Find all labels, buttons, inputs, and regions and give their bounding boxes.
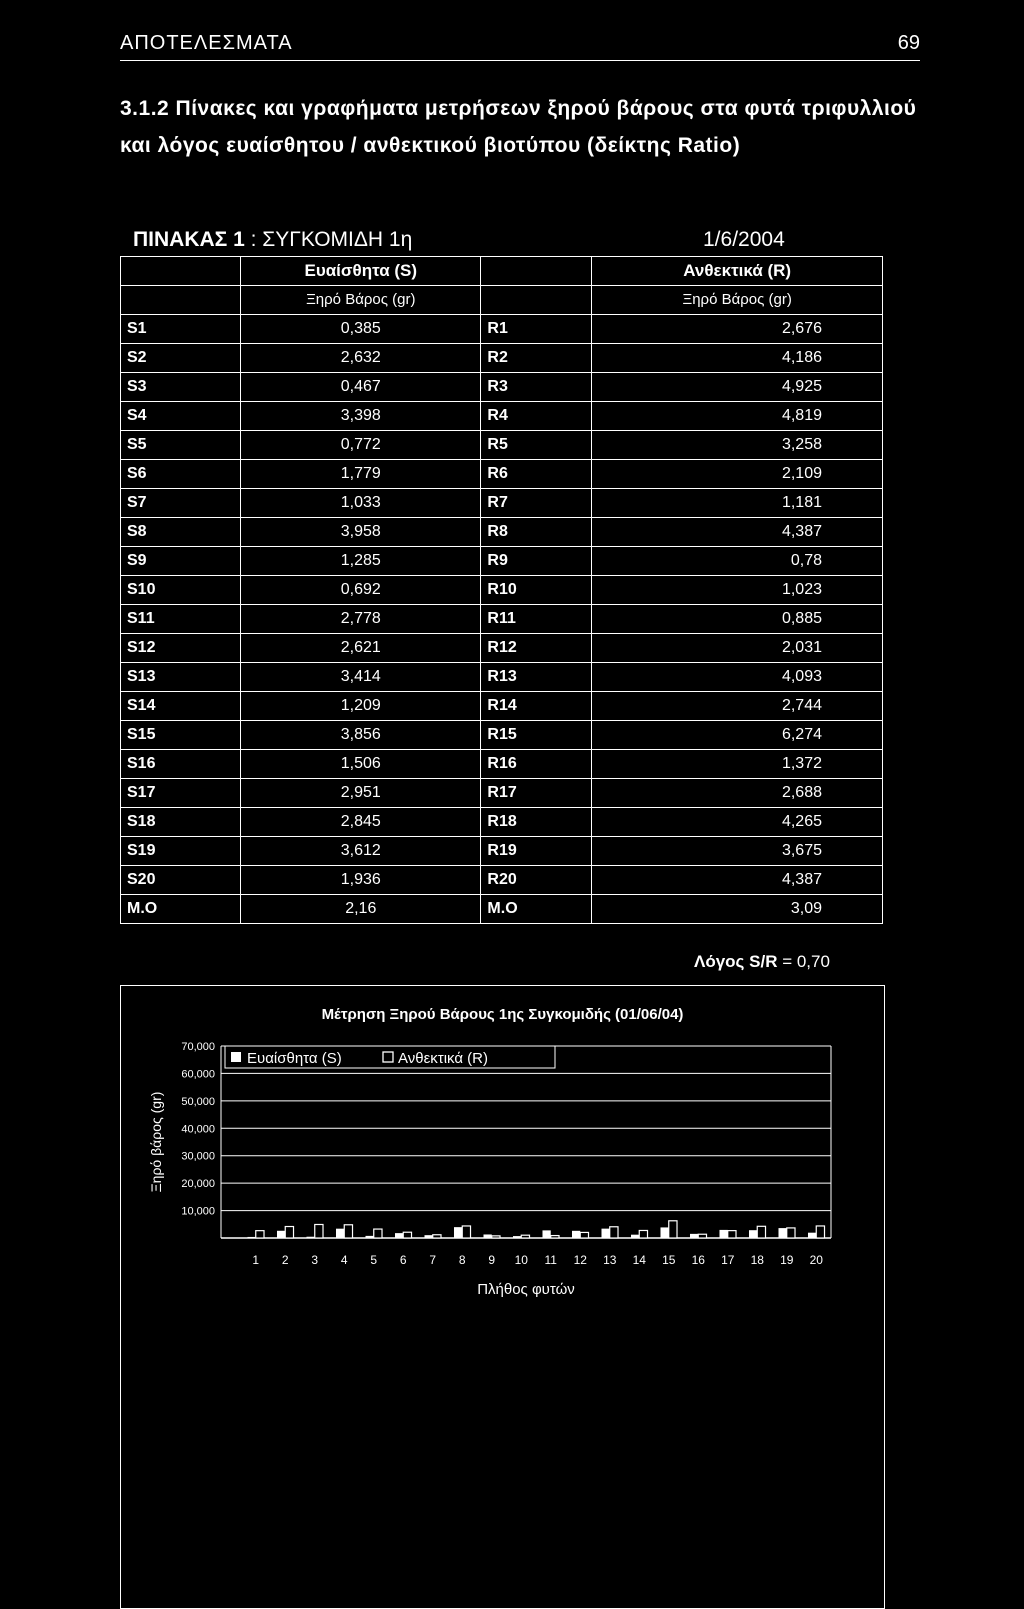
- bar-sensitive: [808, 1233, 816, 1238]
- sensitive-value: 2,621: [241, 634, 481, 663]
- bar-sensitive: [690, 1234, 698, 1238]
- y-tick-label: 50,000: [181, 1095, 215, 1108]
- resistant-value: 3,09: [592, 895, 883, 924]
- bar-resistant: [433, 1235, 441, 1238]
- empty-cell: [121, 257, 241, 286]
- bar-resistant: [403, 1232, 411, 1238]
- sensitive-value: 1,506: [241, 750, 481, 779]
- sensitive-id: S2: [121, 344, 241, 373]
- bar-sensitive: [572, 1231, 580, 1238]
- sensitive-value: 1,033: [241, 489, 481, 518]
- sensitive-id: S13: [121, 663, 241, 692]
- resistant-id: R12: [481, 634, 592, 663]
- sensitive-value: 3,414: [241, 663, 481, 692]
- resistant-value: 3,675: [592, 837, 883, 866]
- bar-resistant: [728, 1231, 736, 1238]
- ratio-line: [694, 952, 830, 972]
- bar-resistant: [374, 1229, 382, 1238]
- subheader-resistant: Ξηρό Βάρος (gr): [592, 286, 883, 315]
- bar-resistant: [462, 1226, 470, 1238]
- sensitive-value: 1,936: [241, 866, 481, 895]
- subheader-sensitive: Ξηρό Βάρος (gr): [241, 286, 481, 315]
- x-tick-label: 11: [544, 1253, 557, 1267]
- table-row: [121, 750, 883, 779]
- resistant-id: R15: [481, 721, 592, 750]
- table-row: [121, 721, 883, 750]
- sensitive-value: 3,612: [241, 837, 481, 866]
- sensitive-id: S18: [121, 808, 241, 837]
- bar-resistant: [492, 1236, 500, 1238]
- ratio-label: Λόγος S/R: [694, 952, 778, 971]
- table-row: [121, 576, 883, 605]
- resistant-id: R20: [481, 866, 592, 895]
- resistant-value: 1,023: [592, 576, 883, 605]
- table-row: [121, 431, 883, 460]
- page-header: [120, 30, 920, 61]
- y-tick-label: 60,000: [181, 1068, 215, 1081]
- table-row: [121, 779, 883, 808]
- sensitive-id: Μ.Ο: [121, 895, 241, 924]
- table-row: [121, 547, 883, 576]
- resistant-value: 4,387: [592, 518, 883, 547]
- sensitive-value: 3,398: [241, 402, 481, 431]
- table-row: [121, 373, 883, 402]
- x-tick-label: 6: [399, 1253, 407, 1267]
- bar-resistant: [315, 1224, 323, 1238]
- resistant-id: R3: [481, 373, 592, 402]
- resistant-value: 4,925: [592, 373, 883, 402]
- table-row: [121, 837, 883, 866]
- table-subheader-row: [121, 286, 883, 315]
- sensitive-id: S6: [121, 460, 241, 489]
- x-tick-label: 20: [809, 1253, 823, 1267]
- table-row: [121, 866, 883, 895]
- section-heading: 3.1.2 Πίνακες και γραφήματα μετρήσεων ξηρού βάρους στα φυτά τριφυλλιού και λόγος ευαίσθητου / ανθεκτικού βιοτύπου (δείκτης Ratio): [120, 97, 917, 157]
- table-date: 1/6/2004: [703, 228, 785, 251]
- x-tick-label: 19: [780, 1253, 794, 1267]
- sensitive-value: 3,856: [241, 721, 481, 750]
- bar-sensitive: [483, 1234, 491, 1238]
- resistant-value: 4,387: [592, 866, 883, 895]
- x-tick-label: 1: [252, 1253, 260, 1267]
- sensitive-value: 0,467: [241, 373, 481, 402]
- table-row: [121, 634, 883, 663]
- bar-resistant: [698, 1234, 706, 1238]
- resistant-value: 0,885: [592, 605, 883, 634]
- bar-resistant: [521, 1235, 529, 1238]
- resistant-id: R5: [481, 431, 592, 460]
- sensitive-id: S4: [121, 402, 241, 431]
- legend-swatch-resistant: [383, 1052, 393, 1062]
- table-row: [121, 460, 883, 489]
- sensitive-value: 2,778: [241, 605, 481, 634]
- sensitive-value: 2,16: [241, 895, 481, 924]
- table-row: [121, 344, 883, 373]
- x-axis-label: Πλήθος φυτών: [477, 1281, 575, 1298]
- x-tick-label: 10: [514, 1253, 528, 1267]
- x-tick-label: 12: [573, 1253, 587, 1267]
- x-tick-label: 18: [750, 1253, 764, 1267]
- resistant-id: R19: [481, 837, 592, 866]
- resistant-id: R7: [481, 489, 592, 518]
- x-tick-label: 9: [488, 1253, 496, 1267]
- sensitive-id: S16: [121, 750, 241, 779]
- sensitive-id: S14: [121, 692, 241, 721]
- table-label: ΠΙΝΑΚΑΣ 1: [133, 228, 245, 251]
- table-subtitle: : ΣΥΓΚΟΜΙΔΗ 1η: [244, 228, 413, 251]
- resistant-id: R13: [481, 663, 592, 692]
- page-number: 69: [897, 32, 920, 54]
- bar-sensitive: [601, 1229, 609, 1238]
- sensitive-value: 0,385: [241, 315, 481, 344]
- sensitive-id: S12: [121, 634, 241, 663]
- resistant-value: 1,181: [592, 489, 883, 518]
- x-tick-label: 15: [662, 1253, 676, 1267]
- y-tick-label: 30,000: [181, 1150, 215, 1163]
- sensitive-id: S3: [121, 373, 241, 402]
- sensitive-value: 2,845: [241, 808, 481, 837]
- sensitive-id: S7: [121, 489, 241, 518]
- legend-label-resistant: Ανθεκτικά (R): [398, 1050, 488, 1067]
- table-row: [121, 315, 883, 344]
- resistant-value: 4,186: [592, 344, 883, 373]
- dry-weight-table: [120, 256, 883, 924]
- resistant-id: R17: [481, 779, 592, 808]
- dry-weight-chart: [121, 986, 884, 1608]
- x-tick-label: 8: [458, 1253, 466, 1267]
- sensitive-value: 2,951: [241, 779, 481, 808]
- resistant-value: 1,372: [592, 750, 883, 779]
- resistant-value: 2,109: [592, 460, 883, 489]
- sensitive-value: 3,958: [241, 518, 481, 547]
- legend-label-sensitive: Ευαίσθητα (S): [247, 1050, 342, 1067]
- y-tick-label: 20,000: [181, 1178, 215, 1191]
- bar-resistant: [580, 1232, 588, 1238]
- ratio-value: = 0,70: [777, 952, 830, 971]
- bar-sensitive: [660, 1227, 668, 1238]
- section-title: ΑΠΟΤΕΛΕΣΜΑΤΑ: [120, 32, 293, 54]
- table-row: [121, 605, 883, 634]
- table-row: [121, 895, 883, 924]
- table-row: [121, 808, 883, 837]
- table-row: [121, 692, 883, 721]
- resistant-id: Μ.Ο: [481, 895, 592, 924]
- resistant-id: R18: [481, 808, 592, 837]
- resistant-id: R11: [481, 605, 592, 634]
- resistant-value: 2,031: [592, 634, 883, 663]
- empty-cell: [121, 286, 241, 315]
- bar-resistant: [669, 1221, 677, 1238]
- y-axis-label: Ξηρό βάρος (gr): [148, 1091, 164, 1193]
- sensitive-value: 1,209: [241, 692, 481, 721]
- y-tick-label: 40,000: [181, 1123, 215, 1136]
- table-body: [121, 315, 883, 924]
- group-sensitive: Ευαίσθητα (S): [241, 257, 481, 286]
- bar-sensitive: [277, 1231, 285, 1238]
- chart-title: Μέτρηση Ξηρού Βάρους 1ης Συγκομιδής (01/06/04): [321, 1006, 684, 1023]
- bar-resistant: [551, 1236, 559, 1238]
- sensitive-id: S15: [121, 721, 241, 750]
- table-group-row: [121, 257, 883, 286]
- y-tick-label: 10,000: [181, 1205, 215, 1218]
- sensitive-id: S8: [121, 518, 241, 547]
- bar-sensitive: [247, 1237, 255, 1238]
- chart-frame: [120, 985, 885, 1609]
- sensitive-value: 1,779: [241, 460, 481, 489]
- table-title: [133, 228, 412, 252]
- resistant-id: R6: [481, 460, 592, 489]
- resistant-value: 2,676: [592, 315, 883, 344]
- bar-resistant: [816, 1226, 824, 1238]
- resistant-value: 4,819: [592, 402, 883, 431]
- bar-sensitive: [631, 1235, 639, 1238]
- sensitive-value: 1,285: [241, 547, 481, 576]
- bar-resistant: [256, 1231, 264, 1238]
- bar-sensitive: [424, 1235, 432, 1238]
- table-row: [121, 518, 883, 547]
- resistant-value: 2,744: [592, 692, 883, 721]
- sensitive-value: 0,772: [241, 431, 481, 460]
- bar-resistant: [639, 1230, 647, 1238]
- bar-sensitive: [749, 1230, 757, 1238]
- bar-sensitive: [336, 1229, 344, 1238]
- resistant-value: 4,265: [592, 808, 883, 837]
- bar-sensitive: [454, 1227, 462, 1238]
- sensitive-id: S17: [121, 779, 241, 808]
- x-tick-label: 16: [691, 1253, 705, 1267]
- resistant-id: R10: [481, 576, 592, 605]
- sensitive-id: S20: [121, 866, 241, 895]
- bar-sensitive: [365, 1236, 373, 1238]
- x-tick-label: 14: [632, 1253, 646, 1267]
- resistant-id: R1: [481, 315, 592, 344]
- x-tick-label: 5: [370, 1253, 378, 1267]
- bar-sensitive: [542, 1230, 550, 1238]
- bar-sensitive: [513, 1236, 521, 1238]
- table-row: [121, 663, 883, 692]
- bar-resistant: [610, 1227, 618, 1238]
- bar-sensitive: [395, 1233, 403, 1238]
- x-tick-label: 3: [311, 1253, 319, 1267]
- sensitive-id: S11: [121, 605, 241, 634]
- bar-resistant: [285, 1227, 293, 1238]
- sensitive-id: S19: [121, 837, 241, 866]
- resistant-value: 4,093: [592, 663, 883, 692]
- resistant-value: 3,258: [592, 431, 883, 460]
- resistant-id: R9: [481, 547, 592, 576]
- sensitive-id: S10: [121, 576, 241, 605]
- x-tick-label: 13: [603, 1253, 617, 1267]
- empty-cell: [481, 286, 592, 315]
- x-tick-label: 2: [281, 1253, 289, 1267]
- empty-cell: [481, 257, 592, 286]
- resistant-value: 6,274: [592, 721, 883, 750]
- group-resistant: Ανθεκτικά (R): [592, 257, 883, 286]
- bar-resistant: [787, 1228, 795, 1238]
- sensitive-value: 2,632: [241, 344, 481, 373]
- bar-sensitive: [306, 1237, 314, 1238]
- resistant-value: 2,688: [592, 779, 883, 808]
- resistant-id: R8: [481, 518, 592, 547]
- y-tick-label: 70,000: [181, 1041, 215, 1053]
- table-row: [121, 402, 883, 431]
- resistant-value: 0,78: [592, 547, 883, 576]
- table-row: [121, 489, 883, 518]
- bar-resistant: [757, 1226, 765, 1238]
- sensitive-id: S5: [121, 431, 241, 460]
- sensitive-id: S9: [121, 547, 241, 576]
- resistant-id: R14: [481, 692, 592, 721]
- resistant-id: R16: [481, 750, 592, 779]
- x-tick-label: 17: [721, 1253, 735, 1267]
- bar-sensitive: [778, 1228, 786, 1238]
- legend-swatch-sensitive: [231, 1052, 241, 1062]
- bar-sensitive: [719, 1230, 727, 1238]
- sensitive-id: S1: [121, 315, 241, 344]
- x-tick-label: 4: [340, 1253, 348, 1267]
- resistant-id: R4: [481, 402, 592, 431]
- resistant-id: R2: [481, 344, 592, 373]
- bar-resistant: [344, 1225, 352, 1238]
- sensitive-value: 0,692: [241, 576, 481, 605]
- x-tick-label: 7: [429, 1253, 437, 1267]
